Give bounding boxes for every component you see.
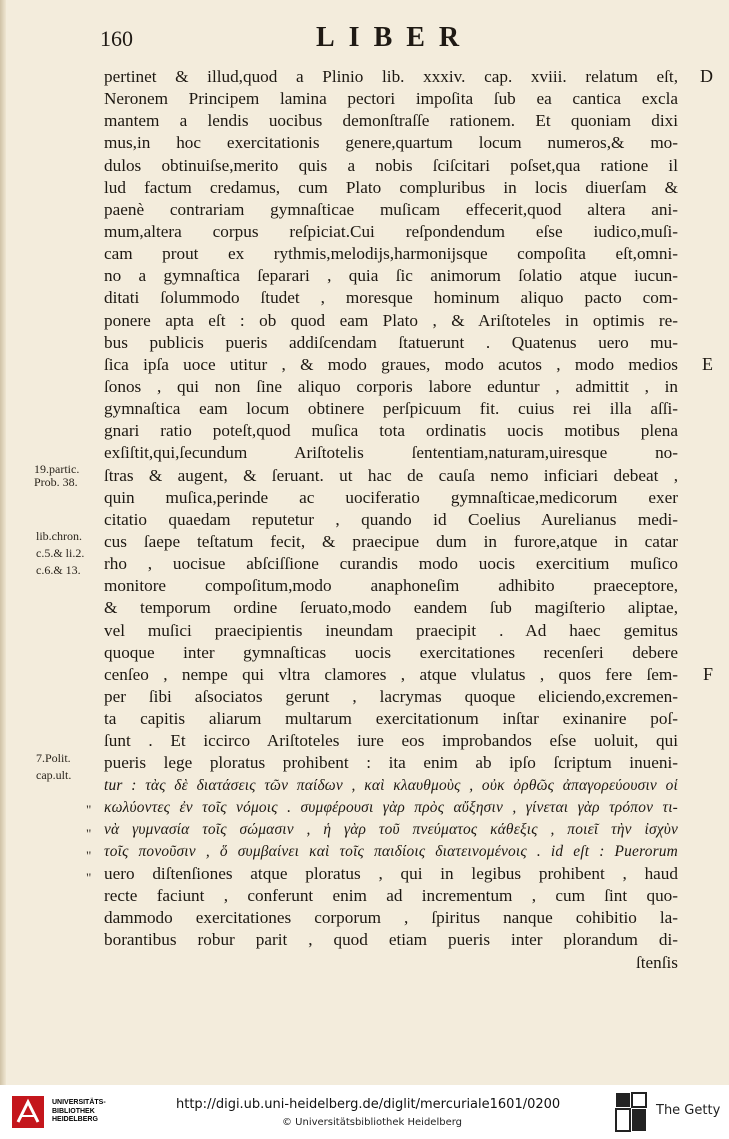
- text-line: dulos obtinuiſse,merito quis a nobis ſciſcitari poſset,qua ratione il: [104, 155, 678, 175]
- quote-mark: ": [86, 870, 92, 885]
- margin-note-line: 7.Polit.: [36, 751, 71, 765]
- text-line: quoque inter gymnaſticas uocis exercitationes recenſeri debere: [104, 642, 678, 662]
- right-section-mark: F: [702, 664, 713, 684]
- logo-text-line: HEIDELBERG: [52, 1116, 98, 1123]
- text-line: & temporum ordine ſeruato,modo eandem ſub magiſterio aliptae,: [104, 598, 678, 618]
- text-line: rho , uocisue abſciſſione curandis modo uocis exercitium muſico: [104, 554, 678, 574]
- text-line: mantem a lendis uocibus demonſtraſſe rationem. Et quoniam dixi: [104, 111, 678, 131]
- text-line: paenè contrariam gymnaſticae muſicam effecerit,quod altera ani-: [104, 199, 678, 219]
- text-line: ſtenſis: [635, 952, 678, 972]
- university-library-logo-icon: [8, 1092, 48, 1132]
- permalink-url[interactable]: http://digi.ub.uni-heidelberg.de/diglit/mercuriale1601/0200: [176, 1097, 561, 1112]
- text-line: cus ſaepe teſtatum fecit, & praecipue dum in furore,atque in catar: [104, 531, 678, 551]
- margin-note-line: lib.chron.: [36, 529, 82, 543]
- right-section-mark: D: [700, 66, 713, 86]
- text-line: monitore compoſitum,modo anaphoneſim adhibito praeceptore,: [104, 576, 678, 596]
- text-line: recte faciunt , conferunt enim ad incrementum , cum ſint quo-: [104, 886, 678, 906]
- margin-note-line: Prob. 38.: [34, 475, 78, 489]
- margin-note-line: cap.ult.: [36, 768, 72, 782]
- margin-note-3: [36, 752, 71, 782]
- text-line: exſiſtit,qui,ſecundum Ariſtotelis ſententiam,naturam,uiresque no-: [104, 443, 678, 463]
- text-line: dammodo exercitationes corporum , ſpiritus nanque cohibitio la-: [104, 908, 678, 928]
- margin-note-1: [34, 463, 79, 489]
- page-number: 160: [100, 26, 133, 51]
- text-line: κωλύοντες ἐν τοῖς νόμοις . συμφέρουσι γὰρ πρὸς αὔξησιν , γίνεται γὰρ τρόπον τι-: [104, 798, 678, 816]
- copyright-notice: © Universitätsbibliothek Heidelberg: [282, 1117, 463, 1128]
- text-line: gnari ratio poteſt,quod muſica tota ordinatis uocis motibus plena: [104, 421, 678, 441]
- partner-name: The Getty: [656, 1103, 721, 1118]
- text-line: ſunt . Et iccirco Ariſtoteles iure eos improbandos eſse uoluit, qui: [104, 731, 678, 751]
- text-line: ditati ſolummodo ſtudet , moresque hominum aliquo pacto com-: [104, 288, 678, 308]
- page-header: [100, 18, 700, 58]
- text-line: vel muſici praecipientis ineundam praecipit . Ad haec gemitus: [104, 620, 678, 640]
- quote-mark: ": [86, 848, 92, 863]
- text-line: citatio quaedam reputetur , quando id Coelius Aurelianus medi-: [104, 509, 678, 529]
- logo-text-line: BIBLIOTHEK: [52, 1107, 95, 1115]
- text-line: cam prout ex rythmis,melodijs,harmonijsque compoſita eſt,omni-: [104, 244, 678, 264]
- body-text: [104, 66, 678, 974]
- right-section-mark: E: [702, 354, 713, 374]
- text-line: Neronem Principem lamina pectori impoſita ſub ea cantica excla: [104, 89, 678, 109]
- margin-note-line: 19.partic.: [34, 462, 80, 476]
- margin-note-line: c.6.& 13.: [36, 563, 81, 577]
- text-line: bus publicis pueris addiſcendam ſtatuerunt . Quatenus uero mu-: [104, 332, 678, 352]
- logo-text: [52, 1099, 106, 1125]
- quote-mark: ": [86, 826, 92, 841]
- text-line: τοῖς πονοῦσιν , ὅ συμβαίνει καὶ τοῖς παιδίοις διατεινομένοις . id eſt : Puerorum: [104, 842, 678, 860]
- logo-text-line: UNIVERSITÄTS-: [52, 1099, 106, 1106]
- text-line: pertinet & illud,quod a Plinio lib. xxxiv. cap. xviii. relatum eſt,: [104, 67, 678, 86]
- text-line: borantibus robur parit , quod etiam pueris inter plorandum di-: [104, 930, 678, 950]
- text-line: ponere apta eſt : ob quod eam Plato , & Ariſtoteles in optimis re-: [104, 310, 678, 330]
- text-line: cenſeo , nempe qui vltra clamores , atque vlulatus , quos fere ſem-: [104, 664, 678, 684]
- footer-bar: [0, 1085, 729, 1139]
- text-line: mus,in hoc exercitationis genere,quartum locum numeros,& mo-: [104, 133, 678, 153]
- running-title: LIBER: [316, 22, 474, 53]
- text-line: ſica ipſa uoce utitur , & modo graues, modo acutos , modo medios: [104, 354, 678, 374]
- margin-note-line: c.5.& li.2.: [36, 546, 85, 560]
- text-line: tur : τὰς δὲ διατάσεις τῶν παίδων , καὶ κλαυθμοὺς , οὐκ ὀρθῶς ἀπαγορεύουσιν οἱ: [104, 776, 678, 794]
- text-line: per ſibi aſsociatos gerunt , lacrymas quoque eliciendo,excremen-: [104, 686, 678, 706]
- text-line: no a gymnaſtica ſeparari , quia ſic animorum ſolatio atque iucun-: [104, 266, 678, 286]
- text-line: mum,altera corpus reſpiciat.Cui reſpondendum eſse iudico,muſi-: [104, 221, 678, 241]
- text-line: gymnaſtica eam locum obtinere perſpicuum fit. cuius rei illa aſſi-: [104, 399, 678, 419]
- text-line: quin muſica,perinde ac uociferatio gymnaſticae,medicorum exer: [104, 487, 678, 507]
- margin-note-2: [36, 530, 84, 577]
- text-line: ſonos , qui non ſine aliquo corporis labore eduntur , admittit , in: [104, 376, 678, 396]
- text-line: νὰ γυμνασία τοῖς σώμασιν , ἡ γὰρ τοῦ πνεύματος κάθεξις , ποιεῖ τὴν ἰσχὺν: [104, 820, 678, 838]
- page-spine-shadow: [0, 0, 6, 1085]
- getty-logo-icon: [614, 1091, 650, 1133]
- text-line: lud factum credamus, cum Plato compluribus in locis diuerſam &: [104, 177, 678, 197]
- text-line: ta capitis aliarum multarum exercitationum inſtar exinanire poſ-: [104, 709, 678, 729]
- text-line: ſtras & augent, & ſeruant. ut hac de cauſa nemo inficiari debeat ,: [104, 465, 678, 485]
- text-line: pueris lege ploratus prohibent : ita enim ab ipſo ſcriptum inueni-: [104, 753, 678, 773]
- text-line: uero diſtenſiones atque ploratus , qui in legibus prohibent , haud: [104, 864, 678, 884]
- quote-mark: ": [86, 802, 92, 817]
